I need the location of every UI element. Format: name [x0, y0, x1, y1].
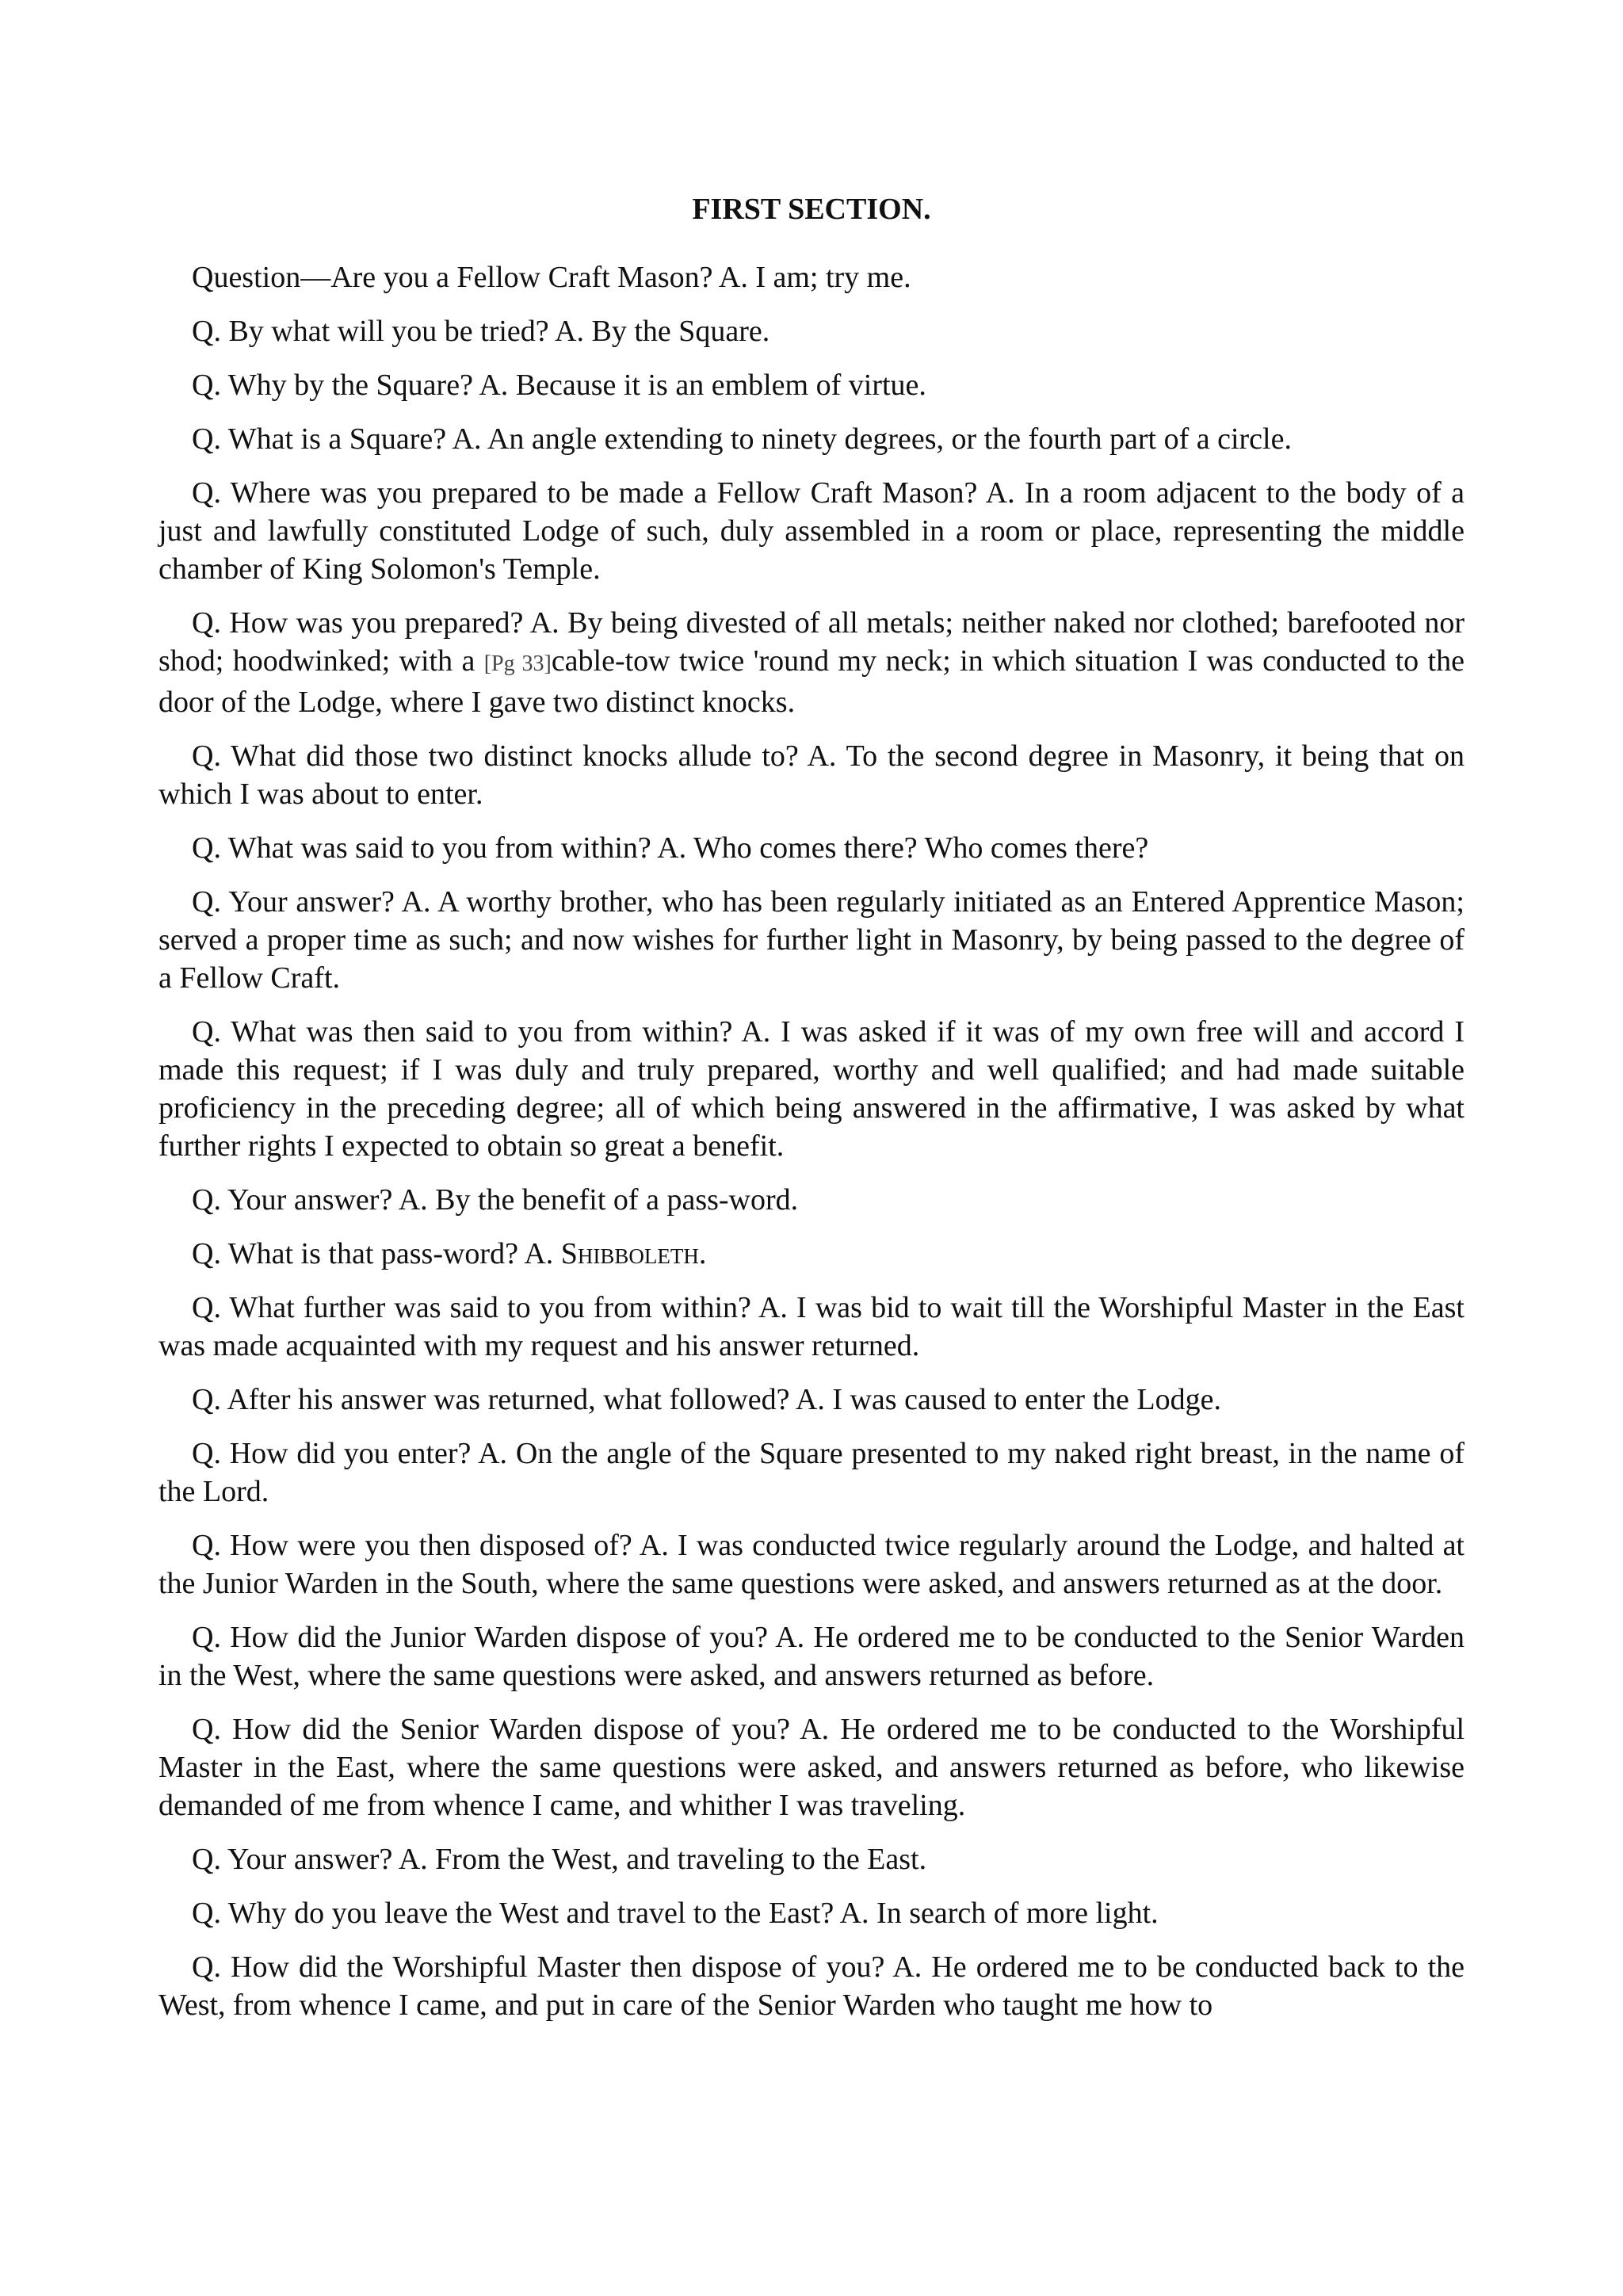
- paragraph: Q. How did the Junior Warden dispose of you? A. He ordered me to be conducted to the Senior Warden in the West, where the same questions were asked, and answers returned as before.: [158, 1621, 1465, 1692]
- paragraph-text: .: [698, 1237, 707, 1270]
- page-number-marker: [Pg 33]: [483, 651, 552, 676]
- paragraph-text: Q. How was you prepared? A. By being divested of all metals; neither naked nor clothed; barefooted nor shod; hoodwinked; with a: [158, 606, 1465, 678]
- paragraph: Q. Why do you leave the West and travel to the East? A. In search of more light.: [192, 1897, 1159, 1930]
- section-heading: FIRST SECTION.: [692, 193, 931, 226]
- paragraph: Q. What is a Square? A. An angle extending to ninety degrees, or the fourth part of a circle.: [192, 422, 1292, 456]
- paragraph: Q. Your answer? A. A worthy brother, who has been regularly initiated as an Entered Apprentice Mason; served a proper time as such; and now wishes for further light in Masonry, by being passed to the degree of a Fellow Craft.: [158, 885, 1465, 995]
- paragraph: [158, 1235, 1465, 1273]
- paragraph: Q. What was then said to you from within? A. I was asked if it was of my own free will and accord I made this request; if I was duly and truly prepared, worthy and well qualified; and had made suitable proficiency in the preceding degree; all of which being answered in the affirmative, I was asked by what further rights I expected to obtain so great a benefit.: [158, 1015, 1465, 1163]
- paragraph: [158, 604, 1465, 721]
- document-page: [158, 190, 1465, 2040]
- paragraph: Q. Where was you prepared to be made a Fellow Craft Mason? A. In a room adjacent to the body of a just and lawfully constituted Lodge of such, duly assembled in a room or place, representing the middle chamber of King Solomon's Temple.: [158, 476, 1465, 586]
- paragraph: Q. How did you enter? A. On the angle of the Square presented to my naked right breast, in the name of the Lord.: [158, 1437, 1465, 1508]
- paragraph-text: cable-tow twice 'round my neck; in which situation I was conducted to the door of the Lodge, where I gave two distinct knocks.: [158, 644, 1465, 719]
- paragraph: Q. Your answer? A. From the West, and traveling to the East.: [192, 1843, 927, 1876]
- paragraph: Q. How did the Worshipful Master then dispose of you? A. He ordered me to be conducted back to the West, from whence I came, and put in care of the Senior Warden who taught me how to: [158, 1950, 1465, 2022]
- paragraph: Q. By what will you be tried? A. By the Square.: [192, 315, 770, 348]
- paragraph: Q. Why by the Square? A. Because it is an emblem of virtue.: [192, 369, 926, 402]
- paragraph: Q. What further was said to you from within? A. I was bid to wait till the Worshipful Master in the East was made acquainted with my request and his answer returned.: [158, 1291, 1465, 1362]
- paragraph: Q. What did those two distinct knocks allude to? A. To the second degree in Masonry, it being that on which I was about to enter.: [158, 739, 1465, 811]
- paragraph: Q. How did the Senior Warden dispose of you? A. He ordered me to be conducted to the Worshipful Master in the East, where the same questions were asked, and answers returned as before, who likewise demanded of me from whence I came, and whither I was traveling.: [158, 1713, 1465, 1822]
- paragraph: Question—Are you a Fellow Craft Mason? A. I am; try me.: [192, 261, 911, 294]
- paragraph: Q. After his answer was returned, what followed? A. I was caused to enter the Lodge.: [192, 1383, 1221, 1416]
- paragraph-text: Q. What is that pass-word? A.: [192, 1237, 561, 1270]
- pass-word: Shibboleth: [560, 1237, 699, 1270]
- paragraph: Q. How were you then disposed of? A. I was conducted twice regularly around the Lodge, and halted at the Junior Warden in the South, where the same questions were asked, and answers returned as at the door.: [158, 1529, 1465, 1600]
- paragraph: Q. Your answer? A. By the benefit of a pass-word.: [192, 1183, 799, 1217]
- paragraph: Q. What was said to you from within? A. Who comes there? Who comes there?: [192, 831, 1149, 865]
